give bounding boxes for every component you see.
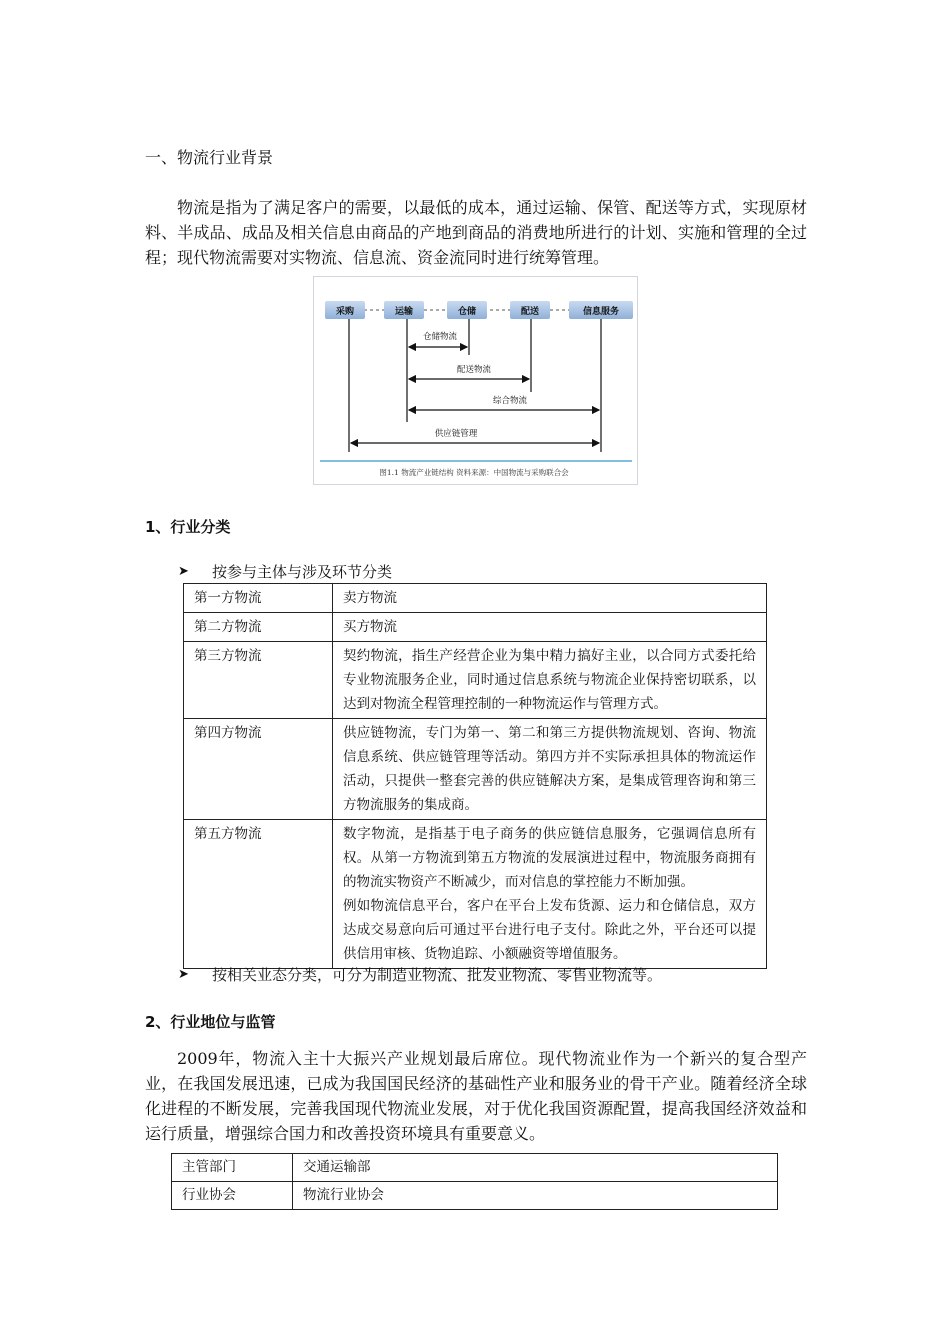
description-cell	[333, 613, 767, 642]
heading-industry-classification: 1、行业分类	[145, 518, 231, 536]
logistics-type-cell: 第一方物流	[184, 584, 333, 613]
description-cell	[333, 584, 767, 613]
logistics-type-cell: 第五方物流	[184, 820, 333, 969]
table-row	[172, 1154, 778, 1182]
status-paragraph: 2009年，物流入主十大振兴产业规划最后席位。现代物流业作为一个新兴的复合型产业，在我国发展迅速，已成为我国国民经济的基础性产业和服务业的骨干产业。随着经济全球化进程的不断发展，完善我国现代物流业发展，对于优化我国资源配置，提高我国经济效益和运行质量，增强综合国力和改善投资环境具有重要意义。	[145, 1049, 807, 1143]
bullet-text: 按参与主体与涉及环节分类	[212, 563, 393, 581]
logistics-type-cell: 第三方物流	[184, 642, 333, 719]
stage-label: 信息服务	[582, 307, 620, 317]
description-text: 数字物流，是指基于电子商务的供应链信息服务，它强调信息所有权。从第一方物流到第五方物流的发展演进过程中，物流服务商拥有的物流实物资产不断减少，而对信息的掌控能力不断加强。	[343, 826, 756, 890]
span-label: 配送物流	[456, 365, 492, 375]
regulation-key-cell: 主管部门	[172, 1154, 293, 1182]
logistics-type-cell: 第二方物流	[184, 613, 333, 642]
arrow-bullet-icon: ➤	[178, 564, 189, 579]
figure-caption: 图1.1 物流产业链结构 资料来源：中国物流与采购联合会	[379, 468, 569, 477]
intro-paragraph: 物流是指为了满足客户的需要，以最低的成本，通过运输、保管、配送等方式，实现原材料、半成品、成品及相关信息由商品的产地到商品的消费地所进行的计划、实施和管理的全过程；现代物流需要对实物流、信息流、资金流同时进行统筹管理。	[145, 198, 807, 267]
regulation-value-cell: 物流行业协会	[293, 1182, 778, 1210]
arrow-bullet-icon: ➤	[178, 967, 189, 982]
heading-industry-status: 2、行业地位与监管	[145, 1013, 276, 1031]
description-text: 买方物流	[343, 619, 397, 635]
table-row	[184, 642, 767, 719]
description-cell	[333, 642, 767, 719]
description-text: 契约物流，指生产经营企业为集中精力搞好主业，以合同方式委托给专业物流服务企业，同时通过信息系统与物流企业保持密切联系，以达到对物流全程管理控制的一种物流运作与管理方式。	[343, 648, 756, 712]
bullet-text: 按相关业态分类，可分为制造业物流、批发业物流、零售业物流等。	[212, 966, 663, 984]
stage-label: 采购	[335, 307, 355, 317]
classification-table	[183, 583, 767, 969]
description-text: 供应链物流，专门为第一、第二和第三方提供物流规划、咨询、物流信息系统、供应链管理等活动。第四方并不实际承担具体的物流运作活动，只提供一整套完善的供应链解决方案，是集成管理咨询和第三方物流服务的集成商。	[343, 725, 756, 813]
logistics-type-cell: 第四方物流	[184, 719, 333, 820]
table-row	[184, 584, 767, 613]
bullet-item	[178, 964, 662, 985]
description-cell	[333, 820, 767, 969]
description-text: 卖方物流	[343, 590, 397, 606]
table-row	[184, 719, 767, 820]
regulation-value-cell: 交通运输部	[293, 1154, 778, 1182]
stage-label: 仓储	[457, 307, 477, 317]
stage-label: 运输	[394, 307, 414, 317]
bullet-item	[178, 561, 392, 582]
span-label: 仓储物流	[422, 332, 458, 342]
table-row	[184, 613, 767, 642]
stage-label: 配送	[520, 307, 540, 317]
span-label: 综合物流	[492, 396, 528, 406]
description-text: 例如物流信息平台，客户在平台上发布货源、运力和仓储信息，双方达成交易意向后可通过平台进行电子支付。除此之外，平台还可以提供信用审核、货物追踪、小额融资等增值服务。	[343, 898, 756, 962]
supply-chain-diagram	[314, 277, 637, 484]
span-label: 供应链管理	[434, 429, 478, 439]
section-title: 一、物流行业背景	[145, 148, 274, 167]
table-row	[184, 820, 767, 969]
regulation-key-cell: 行业协会	[172, 1182, 293, 1210]
regulation-table	[171, 1153, 778, 1210]
supply-chain-figure	[313, 276, 638, 485]
description-cell	[333, 719, 767, 820]
table-row	[172, 1182, 778, 1210]
